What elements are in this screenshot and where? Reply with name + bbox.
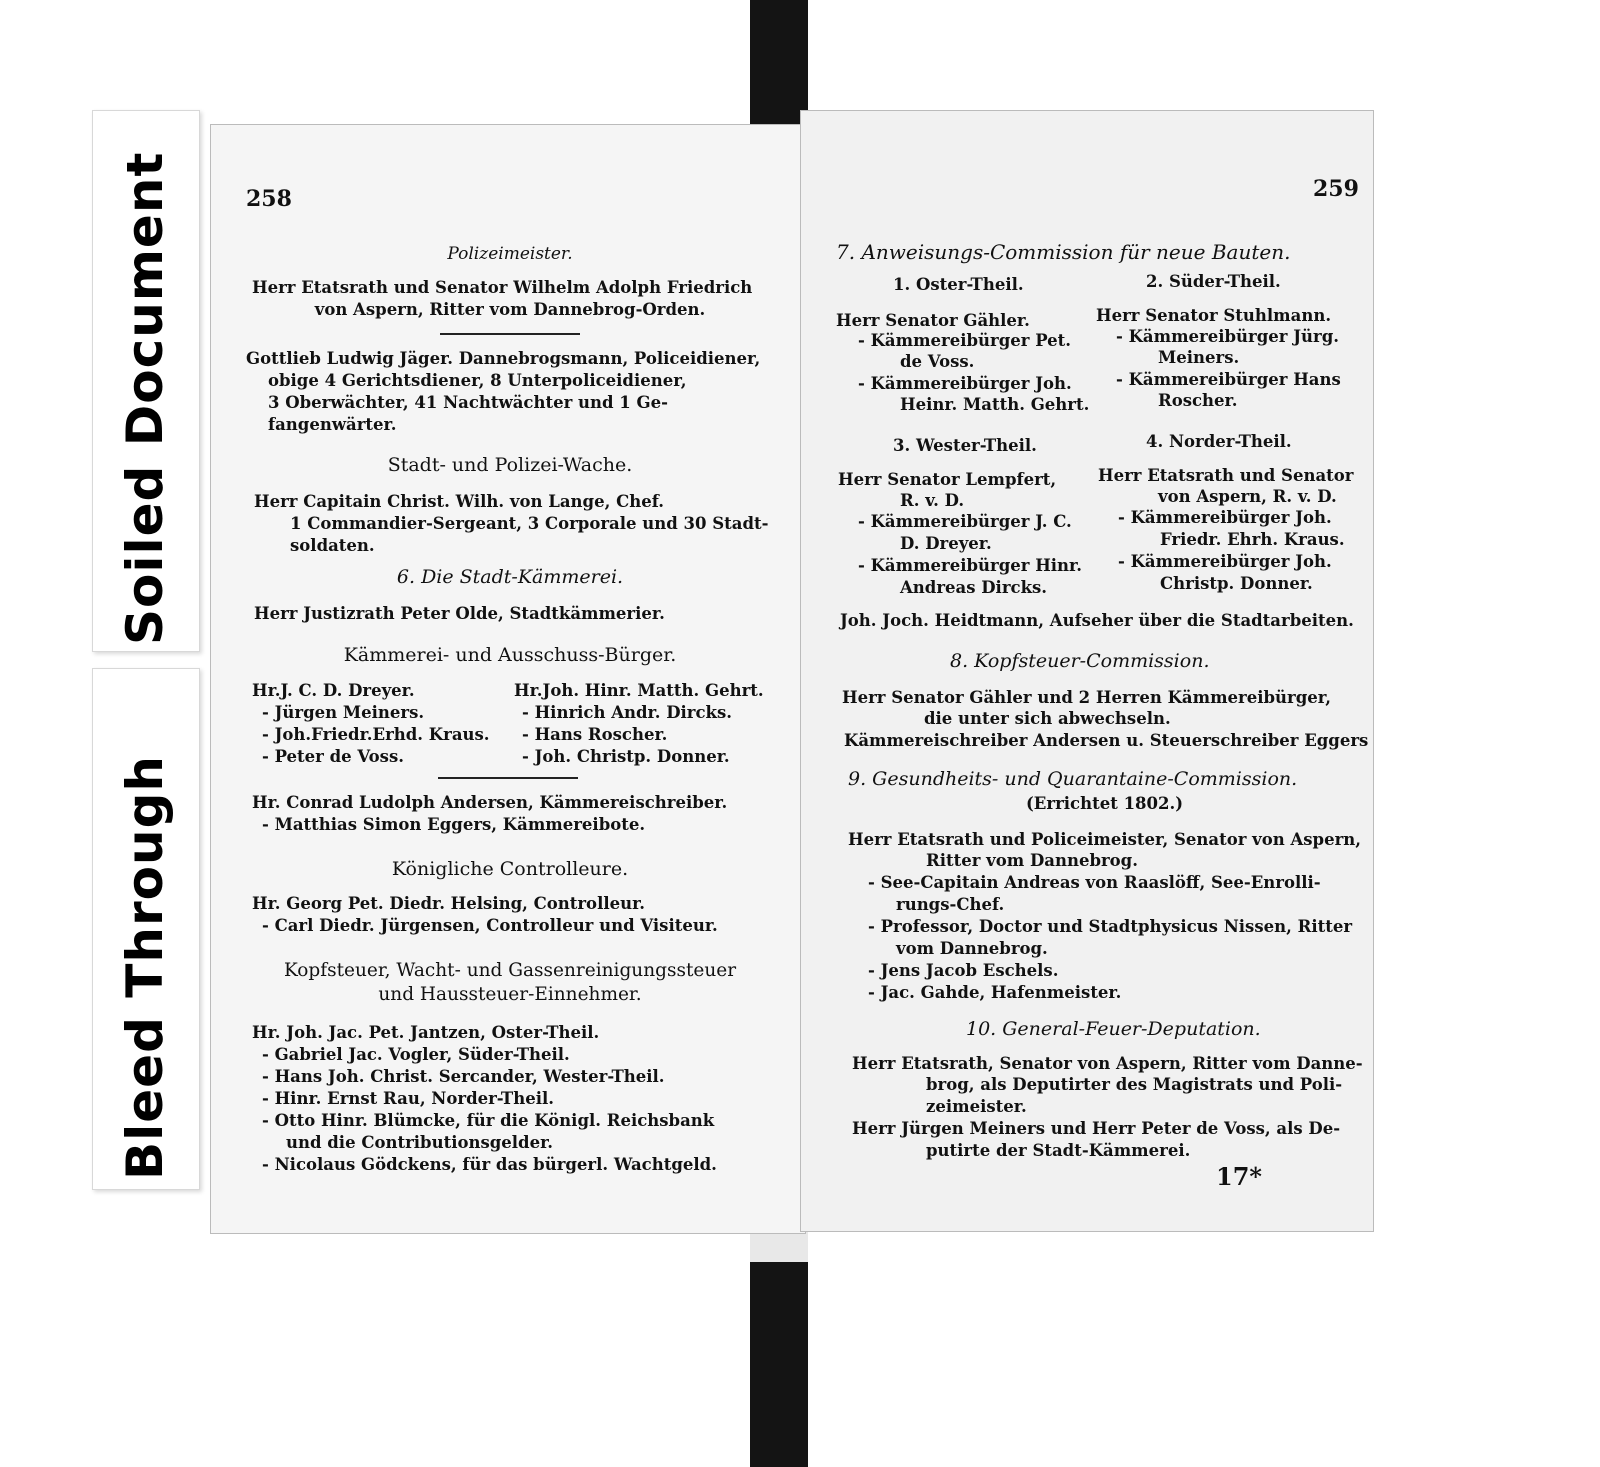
buerger-heading: Kämmerei- und Ausschuss-Bürger. — [343, 644, 677, 666]
col1-entry: Andreas Dircks. — [900, 578, 1048, 597]
kammerei-line: Herr Justizrath Peter Olde, Stadtkämmerier. — [254, 604, 665, 623]
buerger-right-entry: - Hans Roscher. — [522, 725, 668, 744]
police-staff-line: fangenwärter. — [268, 415, 397, 434]
commission9-sub: (Errichtet 1802.) — [1026, 794, 1184, 813]
divider — [438, 777, 578, 779]
commission9-line: - Jens Jacob Eschels. — [868, 961, 1059, 980]
left-page-number: 258 — [246, 186, 292, 212]
commission8-line: die unter sich abwechseln. — [924, 709, 1171, 728]
col1-heading: 1. Oster-Theil. — [893, 275, 1024, 294]
schreiber-line: Hr. Conrad Ludolph Andersen, Kämmereischreiber. — [252, 793, 728, 812]
police-staff-line: obige 4 Gerichtsdiener, 8 Unterpoliceidiener, — [268, 371, 687, 390]
col1-entry: de Voss. — [900, 352, 975, 371]
steuer-line: - Hinr. Ernst Rau, Norder-Theil. — [262, 1089, 554, 1108]
schreiber-line: - Matthias Simon Eggers, Kämmereibote. — [262, 815, 646, 834]
col1-heading: 3. Wester-Theil. — [893, 436, 1037, 455]
steuer-heading: und Haussteuer-Einnehmer. — [378, 984, 642, 1005]
kammerei-heading: 6. Die Stadt-Kämmerei. — [396, 566, 624, 588]
deputation10-heading: 10. General-Feuer-Deputation. — [966, 1018, 1261, 1040]
buerger-right-entry: Hr.Joh. Hinr. Matth. Gehrt. — [514, 681, 764, 700]
wache-line: soldaten. — [290, 536, 375, 555]
controlleure-line: Hr. Georg Pet. Diedr. Helsing, Controlleur. — [252, 894, 646, 913]
buerger-left-entry: Hr.J. C. D. Dreyer. — [252, 681, 415, 700]
commission7-heading: 7. Anweisungs-Commission für neue Bauten. — [836, 240, 1291, 264]
commission9-line: Herr Etatsrath und Policeimeister, Senator von Aspern, — [848, 830, 1362, 849]
commission8-line: Herr Senator Gähler und 2 Herren Kämmereibürger, — [842, 688, 1331, 707]
deputation10-line: Herr Etatsrath, Senator von Aspern, Ritter vom Danne- — [852, 1054, 1363, 1073]
steuer-line: - Otto Hinr. Blümcke, für die Königl. Reichsbank — [262, 1111, 715, 1130]
col2-entry: Herr Senator Stuhlmann. — [1096, 306, 1332, 325]
steuer-line: und die Contributionsgelder. — [286, 1133, 554, 1152]
buerger-left-entry: - Jürgen Meiners. — [262, 703, 425, 722]
steuer-line: - Nicolaus Gödckens, für das bürgerl. Wachtgeld. — [262, 1155, 717, 1174]
col2-entry: - Kämmereibürger Joh. — [1118, 552, 1332, 571]
commission9-heading: 9. Gesundheits- und Quarantaine-Commission. — [848, 768, 1298, 790]
commission9-line: - See-Capitain Andreas von Raaslöff, See-Enrolli- — [868, 873, 1321, 892]
col2-entry: Christp. Donner. — [1160, 574, 1313, 593]
col1-entry: Herr Senator Gähler. — [836, 311, 1030, 330]
commission9-line: rungs-Chef. — [896, 895, 1005, 914]
col2-entry: von Aspern, R. v. D. — [1158, 487, 1337, 506]
buerger-right-entry: - Joh. Christp. Donner. — [522, 747, 730, 766]
deputation10-line: zeimeister. — [926, 1097, 1027, 1116]
polizeimeister-line: von Aspern, Ritter vom Dannebrog-Orden. — [314, 300, 706, 319]
col2-entry: Roscher. — [1158, 391, 1238, 410]
col1-entry: D. Dreyer. — [900, 534, 992, 553]
commission9-line: vom Dannebrog. — [896, 939, 1048, 958]
deputation10-line: brog, als Deputirter des Magistrats und Poli- — [926, 1075, 1343, 1094]
commission8-heading: 8. Kopfsteuer-Commission. — [950, 650, 1210, 672]
right-page-number: 259 — [1313, 176, 1359, 202]
col1-entry: Heinr. Matth. Gehrt. — [900, 395, 1090, 414]
polizeimeister-heading: Polizeimeister. — [447, 244, 573, 264]
col2-entry: - Kämmereibürger Hans — [1116, 370, 1341, 389]
col1-entry: - Kämmereibürger Pet. — [858, 331, 1072, 350]
col2-entry: - Kämmereibürger Joh. — [1118, 508, 1332, 527]
col2-entry: Friedr. Ehrh. Kraus. — [1160, 530, 1345, 549]
col1-entry: - Kämmereibürger Hinr. — [858, 556, 1082, 575]
steuer-heading: Kopfsteuer, Wacht- und Gassenreinigungssteuer — [283, 960, 737, 981]
steuer-line: - Hans Joh. Christ. Sercander, Wester-Theil. — [262, 1067, 665, 1086]
col1-entry: Herr Senator Lempfert, — [838, 470, 1057, 489]
col2-entry: Meiners. — [1158, 348, 1240, 367]
col2-entry: - Kämmereibürger Jürg. — [1116, 327, 1339, 346]
buerger-left-entry: - Joh.Friedr.Erhd. Kraus. — [262, 725, 490, 744]
wache-line: 1 Commandier-Sergeant, 3 Corporale und 30 Stadt- — [290, 514, 769, 533]
commission9-line: Ritter vom Dannebrog. — [926, 851, 1138, 870]
controlleure-heading: Königliche Controlleure. — [391, 858, 629, 880]
col2-entry: Herr Etatsrath und Senator — [1098, 466, 1354, 485]
deputation10-line: putirte der Stadt-Kämmerei. — [926, 1141, 1191, 1160]
col2-heading: 2. Süder-Theil. — [1146, 272, 1281, 291]
buerger-right-entry: - Hinrich Andr. Dircks. — [522, 703, 732, 722]
steuer-line: Hr. Joh. Jac. Pet. Jantzen, Oster-Theil. — [252, 1023, 600, 1042]
wache-line: Herr Capitain Christ. Wilh. von Lange, Chef. — [254, 492, 664, 511]
commission9-line: - Jac. Gahde, Hafenmeister. — [868, 983, 1122, 1002]
soiled-document-label: Soiled Document — [116, 151, 174, 645]
buerger-left-entry: - Peter de Voss. — [262, 747, 405, 766]
col1-entry: - Kämmereibürger J. C. — [858, 512, 1072, 531]
col1-entry: - Kämmereibürger Joh. — [858, 374, 1072, 393]
wache-heading: Stadt- und Polizei-Wache. — [387, 454, 633, 476]
police-staff-line: 3 Oberwächter, 41 Nachtwächter und 1 Ge- — [268, 393, 668, 412]
controlleure-line: - Carl Diedr. Jürgensen, Controlleur und Visiteur. — [262, 916, 718, 935]
divider — [440, 333, 580, 335]
commission8-line: Kämmereischreiber Andersen u. Steuerschreiber Eggers — [844, 731, 1369, 750]
col2-heading: 4. Norder-Theil. — [1146, 432, 1292, 451]
aufseher-line: Joh. Joch. Heidtmann, Aufseher über die Stadtarbeiten. — [840, 611, 1354, 630]
col1-entry: R. v. D. — [900, 491, 965, 510]
police-staff-line: Gottlieb Ludwig Jäger. Dannebrogsmann, Policeidiener, — [246, 349, 761, 368]
deputation10-line: Herr Jürgen Meiners und Herr Peter de Voss, als De- — [852, 1119, 1341, 1138]
polizeimeister-line: Herr Etatsrath und Senator Wilhelm Adolph Friedrich — [252, 278, 753, 297]
bleed-through-label: Bleed Through — [116, 755, 174, 1180]
steuer-line: - Gabriel Jac. Vogler, Süder-Theil. — [262, 1045, 570, 1064]
signature-mark: 17* — [1216, 1162, 1262, 1191]
commission9-line: - Professor, Doctor und Stadtphysicus Nissen, Ritter — [868, 917, 1353, 936]
